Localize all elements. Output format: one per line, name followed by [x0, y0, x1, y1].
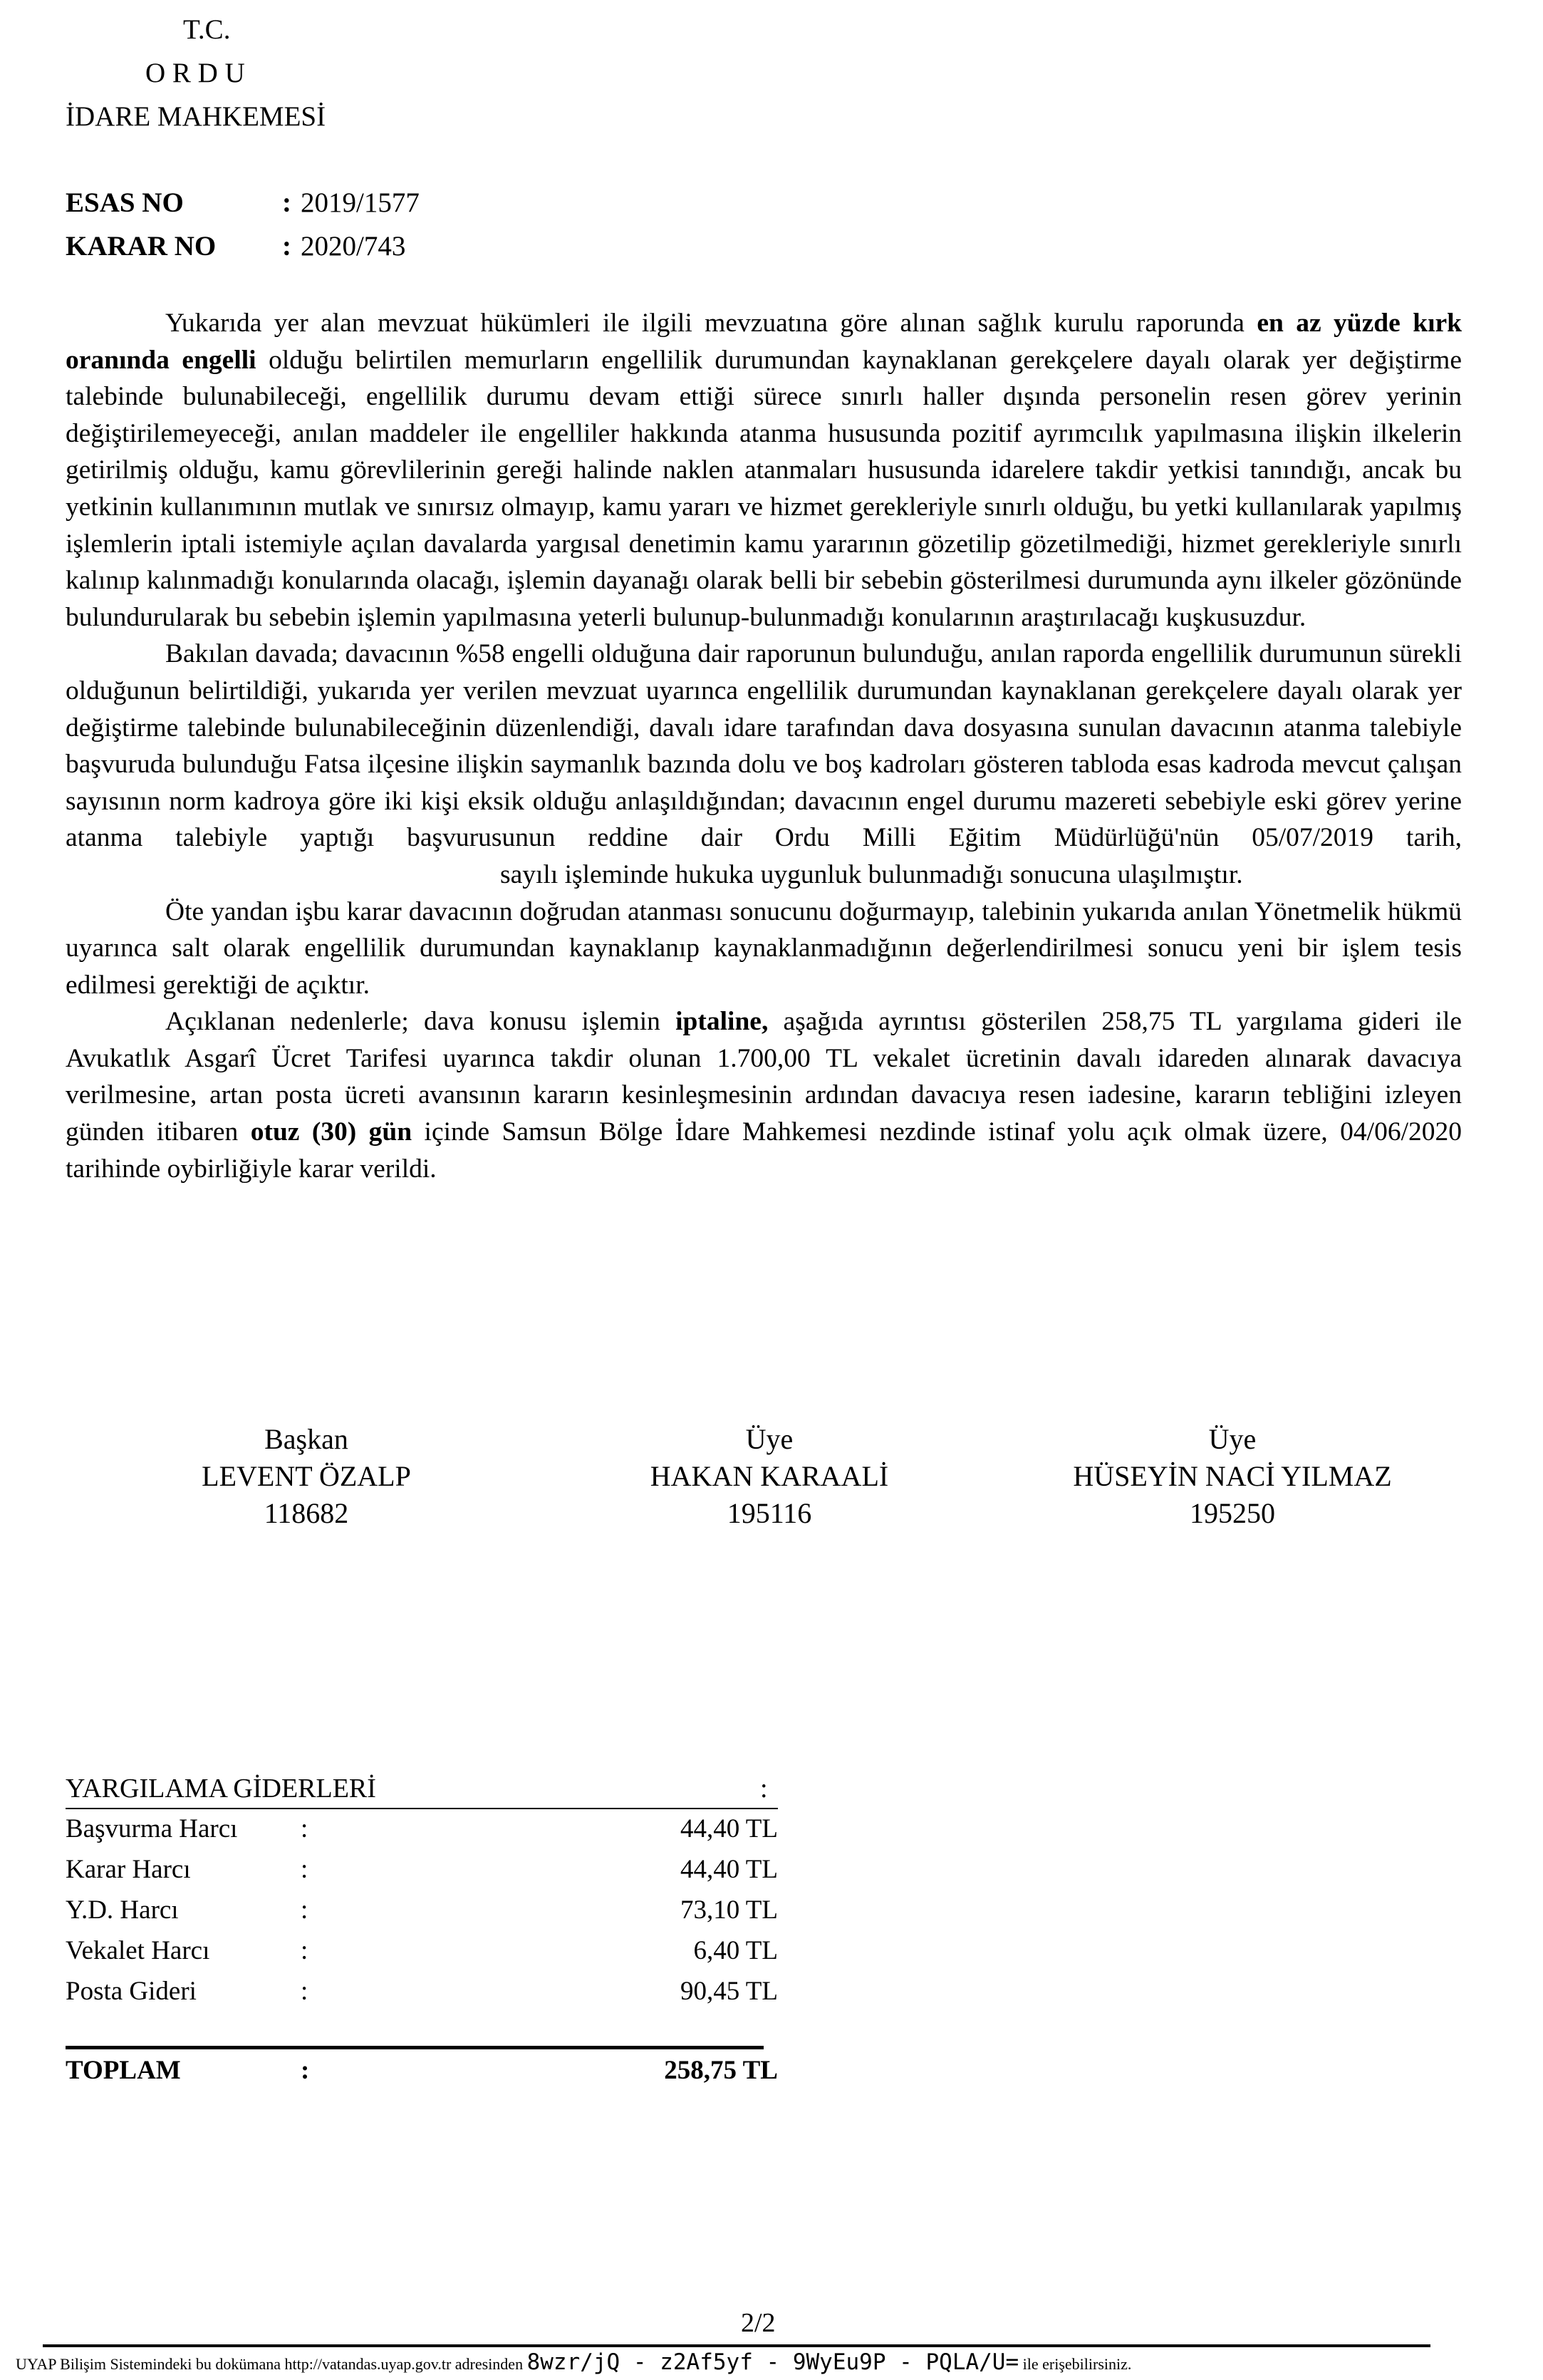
- cost-amount: 44,40 TL: [680, 1814, 778, 1843]
- decision-body: [66, 305, 1462, 1187]
- header-court-name: İDARE MAHKEMESİ: [66, 101, 326, 132]
- p2-text-b: sayılı işleminde hukuka uygunluk bulunmadığı sonucuna ulaşılmıştır.: [500, 859, 1243, 889]
- cost-colon: :: [301, 1855, 308, 1884]
- footer-rule: [43, 2344, 1430, 2347]
- cost-amount: 73,10 TL: [680, 1895, 778, 1925]
- costs-heading-colon: :: [760, 1774, 768, 1804]
- total-colon: :: [301, 2056, 310, 2085]
- cost-row: [66, 1854, 778, 1895]
- total-row: [66, 2055, 778, 2096]
- signature-title: Başkan: [264, 1423, 348, 1455]
- signature-number: 195250: [1190, 1497, 1275, 1529]
- karar-colon: :: [282, 231, 291, 262]
- costs-heading-underline: [66, 1808, 778, 1809]
- cost-row: [66, 1935, 778, 1976]
- cost-name: Y.D. Harcı: [66, 1895, 179, 1925]
- p2-text-a: Bakılan davada; davacının %58 engelli olduğuna dair raporunun bulunduğu, anılan raporda engellilik durumunun sürekli olduğunun belirtildiği, yukarıda yer verilen mevzuat uyarınca engellilik durumundan kaynaklanan gerekçelere dayalı olarak yer değiştirme talebinde bulunabileceğinin düzenlendiği, davalı idare tarafından dava dosyasına sunulan davacının atanma talebiyle başvuruda bulunduğu Fatsa ilçesine ilişkin saymanlık bazında dolu ve boş kadroları gösteren tabloda esas kadroda mevcut çalışan sayısının norm kadroya göre iki kişi eksik olduğu anlaşıldığından; davacının engel durumu mazereti sebebiyle eski görev yerine atanma talebiyle yaptığı başvurusunun reddine dair Ordu Milli Eğitim Müdürlüğü'nün 05/07/2019 tarih,: [66, 639, 1462, 853]
- karar-label: KARAR NO: [66, 231, 217, 262]
- footer-verification: [16, 2349, 1131, 2375]
- cost-colon: :: [301, 1895, 308, 1925]
- footer-prefix: UYAP Bilişim Sistemindeki bu dokümana http://vatandas.uyap.gov.tr adresinden: [16, 2355, 524, 2373]
- p4-text-a: Açıklanan nedenlerle; dava konusu işlemin: [165, 1007, 676, 1037]
- paragraph-2: [66, 636, 1462, 893]
- cost-name: Vekalet Harcı: [66, 1936, 210, 1965]
- cost-amount: 6,40 TL: [693, 1936, 778, 1965]
- footer-suffix: ile erişebilirsiniz.: [1022, 2355, 1132, 2373]
- cost-colon: :: [301, 1814, 308, 1843]
- cost-colon: :: [301, 1936, 308, 1965]
- karar-value: 2020/743: [301, 231, 406, 262]
- costs-heading-text: YARGILAMA GİDERLERİ: [66, 1774, 376, 1804]
- cost-row: [66, 1976, 778, 2017]
- header-city: O R D U: [145, 58, 245, 88]
- p1-bold: en az yüzde kırk oranında engelli: [66, 309, 1463, 375]
- signature-member-2: [1019, 1421, 1446, 1532]
- signature-number: 195116: [727, 1497, 812, 1529]
- esas-value: 2019/1577: [301, 187, 420, 218]
- total-amount: 258,75 TL: [664, 2056, 778, 2085]
- paragraph-4: [66, 1003, 1462, 1187]
- total-label: TOPLAM: [66, 2056, 181, 2085]
- cost-row: [66, 1895, 778, 1935]
- p4-bold-iptaline: iptaline,: [675, 1007, 769, 1037]
- p3-text: Öte yandan işbu karar davacının doğrudan atanması sonucunu doğurmayıp, talebinin yukarıda anılan Yönetmelik hükmü uyarınca salt olarak engellilik durumundan kaynaklanıp kaynaklanmadığının değerlendirilmesi sonucu yeni bir işlem tesis edilmesi gerektiği de açıktır.: [66, 896, 1462, 1000]
- cost-name: Posta Gideri: [66, 1977, 197, 2006]
- p1-text-a: Yukarıda yer alan mevzuat hükümleri ile ilgili mevzuatına göre alınan sağlık kurulu raporunda: [165, 309, 1257, 338]
- signature-member-1: [606, 1421, 933, 1532]
- esas-colon: :: [282, 187, 291, 218]
- p4-text-c: içinde Samsun Bölge İdare Mahkemesi nezdinde istinaf yolu açık olmak üzere, 04/06/2020 tarihinde oybirliğiyle karar verildi.: [66, 1117, 1462, 1184]
- signature-title: Üye: [745, 1423, 794, 1455]
- footer-verification-code: 8wzr/jQ - z2Af5yf - 9WyEu9P - PQLA/U=: [526, 2349, 1019, 2375]
- cost-amount: 90,45 TL: [680, 1977, 778, 2006]
- signature-number: 118682: [264, 1497, 349, 1529]
- p4-text-b: aşağıda ayrıntısı gösterilen 258,75 TL yargılama gideri ile Avukatlık Asgarî Ücret Tarifesi uyarınca takdir olunan 1.700,00 TL vekalet ücretinin davalı idareden alınarak davacıya verilmesine, artan posta ücreti avansının kararın kesinleşmesinin ardından davacıya resen iadesine, kararın tebliğini izleyen günden itibaren: [66, 1007, 1463, 1147]
- signature-name: HÜSEYİN NACİ YILMAZ: [1073, 1460, 1392, 1492]
- signature-president: [157, 1421, 456, 1532]
- header-tc: T.C.: [183, 14, 231, 45]
- paragraph-3: [66, 894, 1462, 1004]
- esas-label: ESAS NO: [66, 187, 184, 218]
- total-divider: [66, 2046, 764, 2049]
- p1-text-b: olduğu belirtilen memurların engellilik durumundan kaynaklanan gerekçelere dayalı olarak yer değiştirme talebinde bulunabileceği, engellilik durumu devam ettiği sürece sınırlı haller dışında personelin resen görev yerinin değiştirilemeyeceği, anılan maddeler ile engelliler hakkında atanma hususunda pozitif ayrımcılık yapılmasına ilişkin ilkelerin getirilmiş olduğu, kamu görevlilerinin gereği halinde naklen atanmaları hususunda idarelere takdir yetkisi tanındığı, ancak bu yetkinin kullanımının mutlak ve sınırsız olmayıp, kamu yararı ve hizmet gerekleriyle sınırlı olduğu, bu yetki kullanılarak yapılmış işlemlerin iptali istemiyle açılan davalarda yargısal denetimin kamu yararının gözetilip gözetilmediği, hizmet gerekleriyle sınırlı kalınıp kalınmadığı konularında olacağı, işlemin dayanağı olarak belli bir sebebin gösterilmesi durumunda aynı ilkeler gözönünde bulundurularak bu sebebin işlemin yapılmasına yeterli bulunup-bulunmadığı konularının araştırılacağı kuşkusuzdur.: [66, 345, 1462, 632]
- cost-name: Başvurma Harcı: [66, 1814, 238, 1843]
- cost-colon: :: [301, 1977, 308, 2006]
- page-number: 2/2: [741, 2308, 776, 2338]
- costs-heading: [66, 1773, 376, 1804]
- p4-bold-period: otuz (30) gün: [250, 1117, 412, 1147]
- cost-name: Karar Harcı: [66, 1855, 191, 1884]
- signature-name: HAKAN KARAALİ: [650, 1460, 889, 1492]
- cost-row: [66, 1814, 778, 1854]
- paragraph-1: [66, 305, 1462, 636]
- cost-amount: 44,40 TL: [680, 1855, 778, 1884]
- signature-name: LEVENT ÖZALP: [202, 1460, 411, 1492]
- signature-title: Üye: [1208, 1423, 1257, 1455]
